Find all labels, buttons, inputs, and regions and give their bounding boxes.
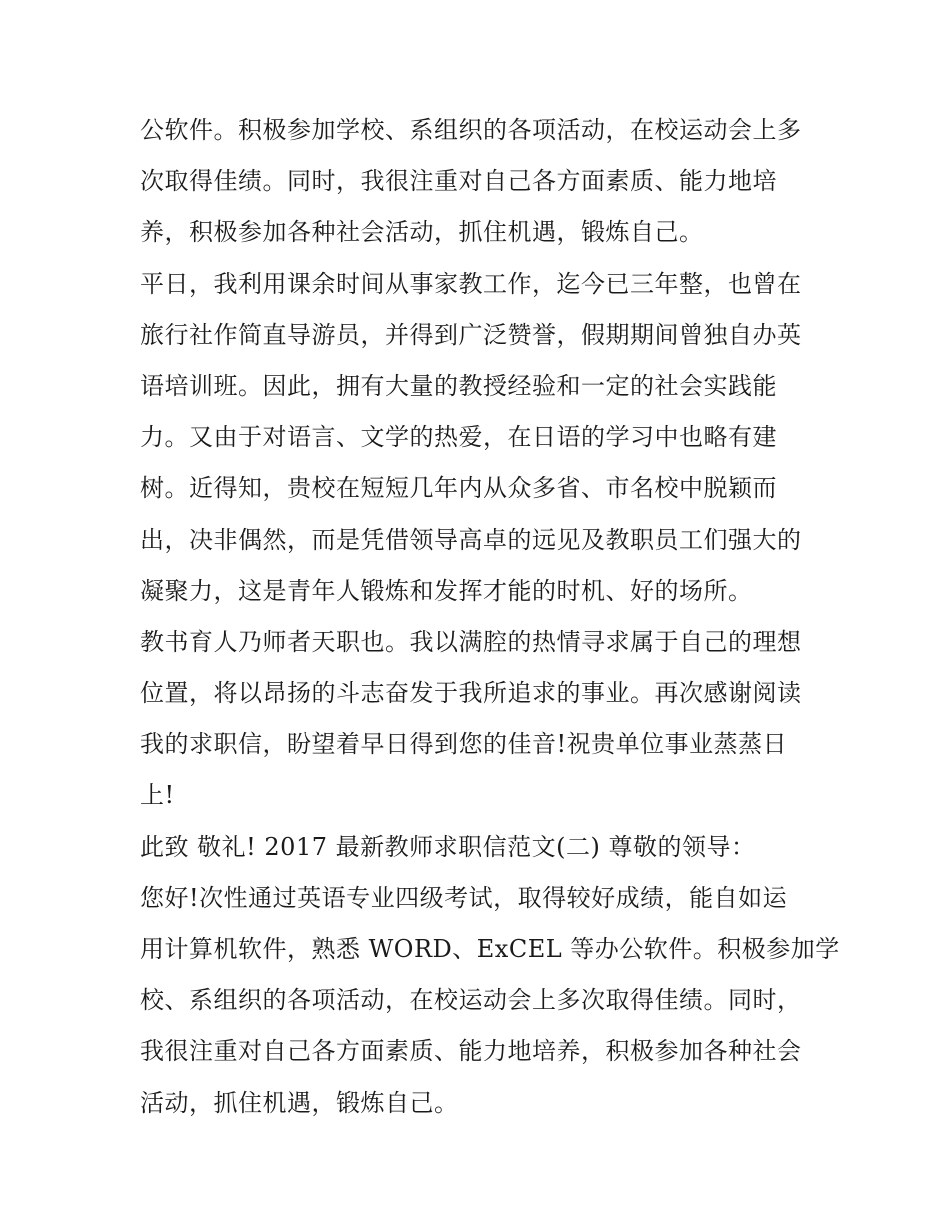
text-line: 我的求职信，盼望着早日得到您的佳音!祝贵单位事业蒸蒸日: [140, 730, 788, 759]
document-body: [140, 105, 840, 1129]
text-line: 位置，将以昂扬的斗志奋发于我所追求的事业。再次感谢阅读: [140, 679, 802, 708]
text-line: 出，决非偶然，而是凭借领导高卓的远见及教职员工们强大的: [140, 525, 802, 554]
text-line: 此致 敬礼! 2017 最新教师求职信范文(二) 尊敬的领导：: [140, 832, 756, 861]
text-line: 树。近得知，贵校在短短几年内从众多省、市名校中脱颖而: [140, 474, 777, 503]
text-line: 公软件。积极参加学校、系组织的各项活动，在校运动会上多: [140, 116, 802, 144]
text-line: 旅行社作简直导游员，并得到广泛赞誉，假期期间曾独自办英: [140, 320, 802, 349]
text-line: 教书育人乃师者天职也。我以满腔的热情寻求属于自己的理想: [140, 627, 802, 656]
text-line: 凝聚力，这是青年人锻炼和发挥才能的时机、好的场所。: [140, 576, 753, 605]
text-line: 平日，我利用课余时间从事家教工作，迄今已三年整，也曾在: [140, 269, 802, 298]
text-line: 次取得佳绩。同时，我很注重对自己各方面素质、能力地培: [140, 167, 777, 196]
text-line: 养，积极参加各种社会活动，抓住机遇，锻炼自己。: [140, 218, 704, 247]
text-line: 校、系组织的各项活动，在校运动会上多次取得佳绩。同时，: [140, 986, 802, 1015]
text-line: 活动，抓住机遇，锻炼自己。: [140, 1088, 459, 1117]
text-line: 力。又由于对语言、文学的热爱，在日语的学习中也略有建: [140, 423, 777, 452]
text-line: 用计算机软件，熟悉 WORD、ExCEL 等办公软件。积极参加学: [140, 935, 840, 963]
text-line: 我很注重对自己各方面素质、能力地培养，积极参加各种社会: [140, 1037, 802, 1066]
text-line: 语培训班。因此，拥有大量的教授经验和一定的社会实践能: [140, 371, 777, 400]
text-line: 您好!次性通过英语专业四级考试，取得较好成绩，能自如运: [140, 883, 788, 912]
text-line: 上!: [140, 781, 175, 810]
